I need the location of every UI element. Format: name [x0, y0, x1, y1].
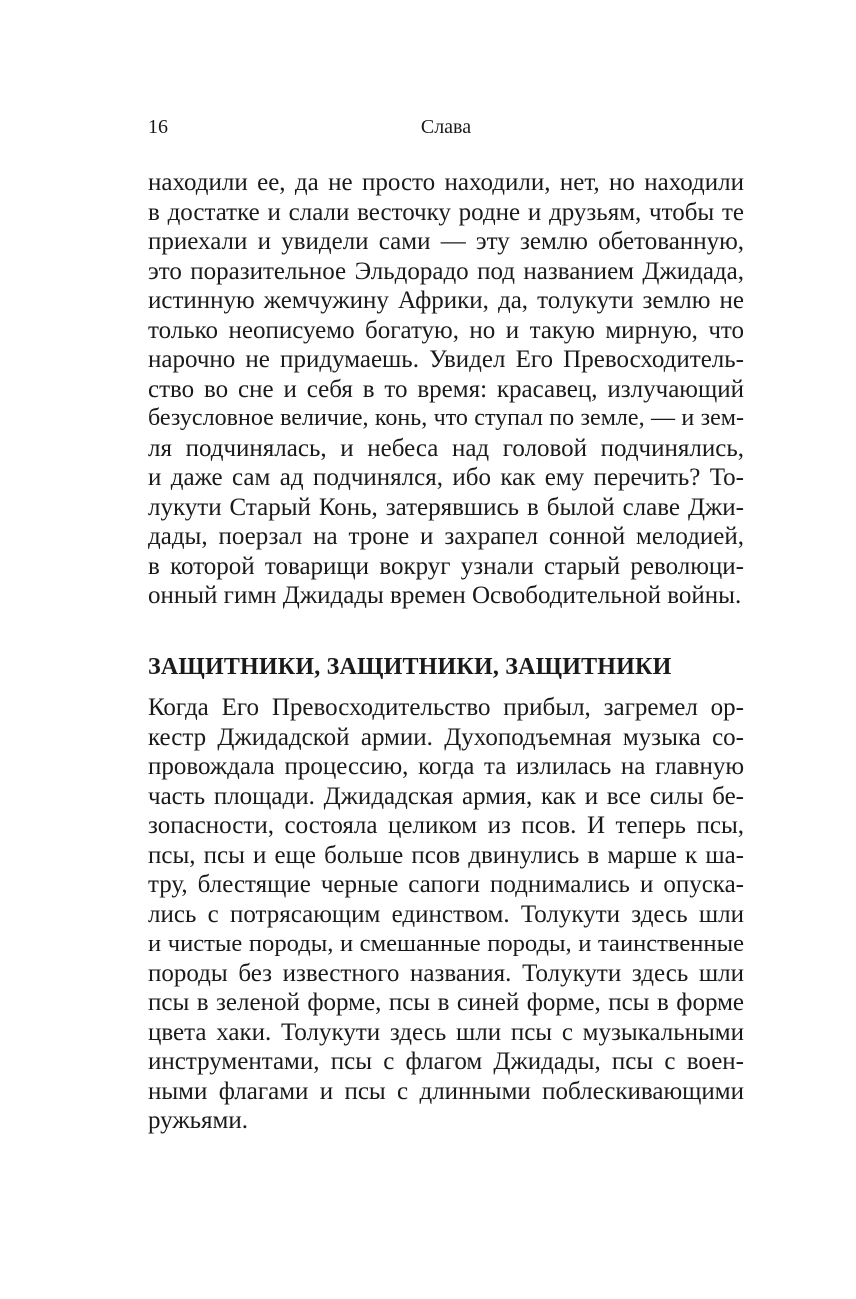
paragraph-1 — [148, 168, 744, 611]
text-line: ство во сне и себя в то время: красавец, излучающий — [148, 375, 744, 403]
text-line: в достатке и слали весточку родне и друзьям, чтобы те — [148, 198, 744, 226]
text-line: приехали и увидели сами — эту землю обетованную, — [148, 228, 744, 255]
text-line: находили ее, да не просто находили, нет, но находили — [148, 169, 744, 196]
text-line: ля подчинялась, и небеса над головой подчинялись, — [148, 434, 744, 462]
text-line: псы в зеленой форме, псы в синей форме, псы в форме — [148, 989, 744, 1016]
text-line: онный гимн Джидады времен Освободительной войны. — [148, 582, 742, 609]
page-header — [148, 114, 744, 140]
text-line: Когда Его Превосходительство прибыл, загремел ор- — [148, 694, 744, 721]
text-line: безусловное величие, конь, что ступал по земле, — и зем- — [148, 405, 744, 431]
text-line: истинную жемчужину Африки, да, толукути землю не — [148, 287, 744, 314]
text-line: лукути Старый Конь, затерявшись в былой славе Джи- — [148, 493, 744, 521]
page-number: 16 — [148, 116, 168, 138]
text-line: цвета хаки. Толукути здесь шли псы с музыкальными — [148, 1018, 744, 1046]
text-line: дады, поерзал на троне и захрапел сонной мелодией, — [148, 523, 744, 550]
text-line: кестр Джидадской армии. Духоподъемная музыка со- — [148, 723, 744, 751]
text-line: нарочно не придумаешь. Увидел Его Превосходитель- — [148, 346, 744, 373]
section-heading: ЗАЩИТНИКИ, ЗАЩИТНИКИ, ЗАЩИТНИКИ — [148, 654, 672, 680]
paragraph-2 — [148, 693, 744, 1136]
text-line: зопасности, состояла целиком из псов. И теперь псы, — [148, 812, 744, 839]
text-line: часть площади. Джидадская армия, как и все силы бе- — [148, 782, 744, 810]
text-line: инструментами, псы с флагом Джидады, псы с воен- — [148, 1048, 744, 1075]
running-title: Слава — [420, 116, 472, 138]
text-line: лись с потрясающим единством. Толукути здесь шли — [148, 900, 744, 928]
text-line: в которой товарищи вокруг узнали старый революци- — [148, 552, 744, 580]
text-line: ными флагами и псы с длинными поблескивающими — [148, 1077, 744, 1105]
text-line: породы без известного названия. Толукути здесь шли — [148, 959, 744, 987]
text-line: псы, псы и еще больше псов двинулись в марше к ша- — [148, 841, 744, 869]
text-line: тру, блестящие черные сапоги поднимались и опуска- — [148, 871, 744, 898]
text-line: и чистые породы, и смешанные породы, и таинственные — [148, 930, 744, 957]
text-line: ружьями. — [148, 1107, 248, 1134]
text-line: это поразительное Эльдорадо под названием Джидада, — [148, 257, 744, 285]
text-line: и даже сам ад подчинялся, ибо как ему перечить? То- — [148, 464, 744, 491]
text-line: провождала процессию, когда та излилась на главную — [148, 753, 744, 780]
text-line: только неописуемо богатую, но и такую мирную, что — [148, 316, 744, 344]
